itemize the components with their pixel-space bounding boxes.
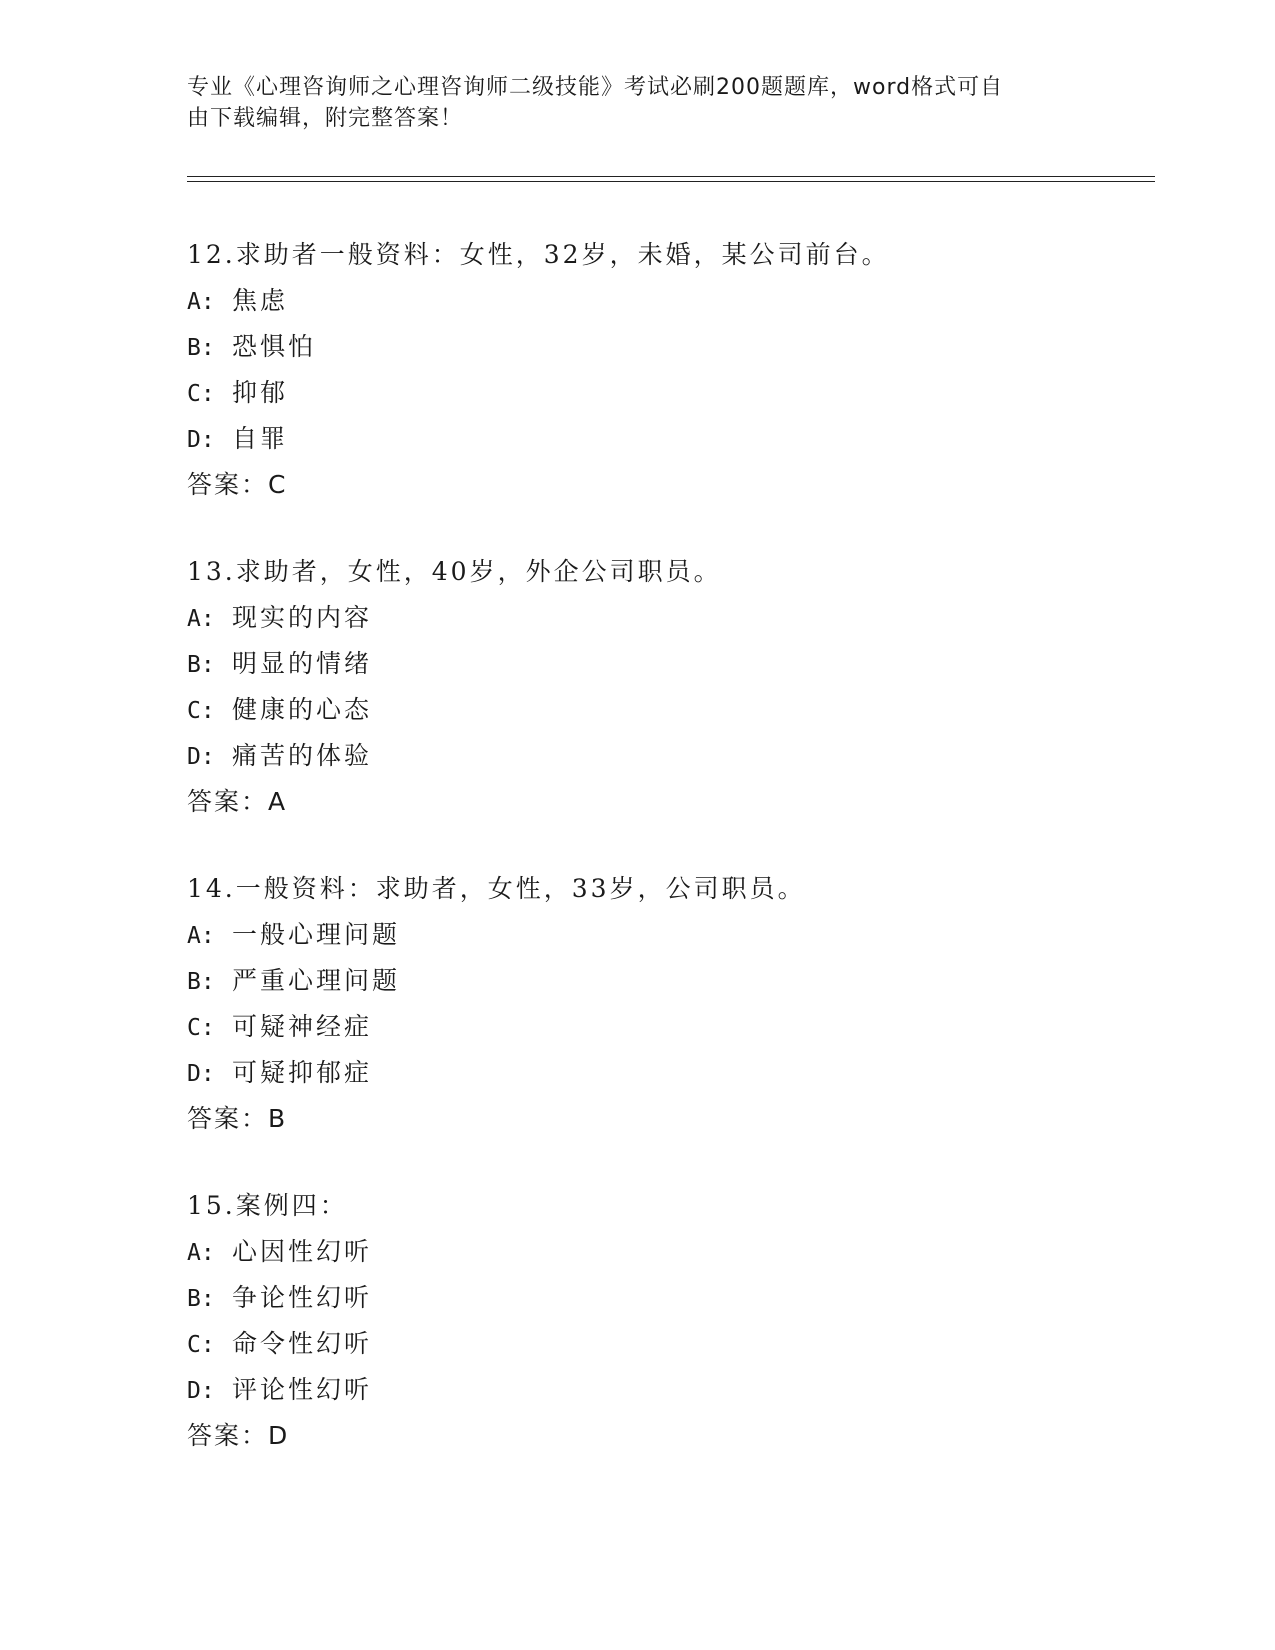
- option-letter: D:: [187, 744, 215, 770]
- option-b: [187, 324, 1137, 370]
- option-d: [187, 1367, 1137, 1413]
- option-text: 可疑神经症: [232, 1012, 373, 1041]
- header-divider-top: [187, 176, 1155, 177]
- answer-line: 答案：D: [187, 1421, 290, 1450]
- option-d: [187, 416, 1137, 462]
- option-a: [187, 1229, 1137, 1275]
- option-letter: D:: [187, 427, 215, 453]
- option-text: 抑郁: [232, 378, 289, 407]
- answer-line: 答案：C: [187, 470, 288, 499]
- header-line-2: 由下载编辑，附完整答案！: [187, 106, 464, 131]
- option-c: [187, 1321, 1137, 1367]
- question-12: [187, 232, 1137, 508]
- document-header: [187, 72, 1067, 134]
- option-a: [187, 595, 1137, 641]
- option-a: [187, 278, 1137, 324]
- question-stem: 14.一般资料：求助者，女性，33岁，公司职员。: [187, 874, 806, 903]
- question-13: [187, 549, 1137, 825]
- option-letter: D:: [187, 1378, 215, 1404]
- question-stem: 12.求助者一般资料：女性，32岁，未婚，某公司前台。: [187, 240, 890, 269]
- option-letter: C:: [187, 1015, 215, 1041]
- answer-line: 答案：B: [187, 1104, 288, 1133]
- header-line-1: 专业《心理咨询师之心理咨询师二级技能》考试必刷200题题库，word格式可自: [187, 75, 1004, 100]
- option-b: [187, 641, 1137, 687]
- option-text: 可疑抑郁症: [232, 1058, 373, 1087]
- option-text: 现实的内容: [232, 603, 373, 632]
- option-letter: C:: [187, 381, 215, 407]
- question-15: [187, 1183, 1137, 1459]
- option-letter: B:: [187, 1286, 215, 1312]
- question-14: [187, 866, 1137, 1142]
- option-text: 心因性幻听: [232, 1237, 373, 1266]
- option-letter: A:: [187, 1240, 215, 1266]
- option-text: 恐惧怕: [232, 332, 317, 361]
- option-text: 健康的心态: [232, 695, 373, 724]
- question-stem: 13.求助者，女性，40岁，外企公司职员。: [187, 557, 722, 586]
- option-text: 明显的情绪: [232, 649, 373, 678]
- option-b: [187, 1275, 1137, 1321]
- option-c: [187, 687, 1137, 733]
- option-text: 评论性幻听: [232, 1375, 373, 1404]
- option-text: 一般心理问题: [232, 920, 401, 949]
- header-divider-bottom: [187, 181, 1155, 182]
- option-text: 严重心理问题: [232, 966, 401, 995]
- option-letter: A:: [187, 289, 215, 315]
- option-d: [187, 1050, 1137, 1096]
- option-text: 命令性幻听: [232, 1329, 373, 1358]
- option-a: [187, 912, 1137, 958]
- option-letter: D:: [187, 1061, 215, 1087]
- option-letter: C:: [187, 698, 215, 724]
- option-d: [187, 733, 1137, 779]
- option-letter: C:: [187, 1332, 215, 1358]
- option-c: [187, 1004, 1137, 1050]
- option-text: 自罪: [232, 424, 289, 453]
- option-letter: B:: [187, 969, 215, 995]
- option-letter: B:: [187, 335, 215, 361]
- option-text: 争论性幻听: [232, 1283, 373, 1312]
- option-text: 痛苦的体验: [232, 741, 373, 770]
- option-letter: A:: [187, 606, 215, 632]
- option-text: 焦虑: [232, 286, 289, 315]
- question-stem: 15.案例四：: [187, 1191, 348, 1220]
- option-c: [187, 370, 1137, 416]
- option-b: [187, 958, 1137, 1004]
- option-letter: B:: [187, 652, 215, 678]
- answer-line: 答案：A: [187, 787, 288, 816]
- option-letter: A:: [187, 923, 215, 949]
